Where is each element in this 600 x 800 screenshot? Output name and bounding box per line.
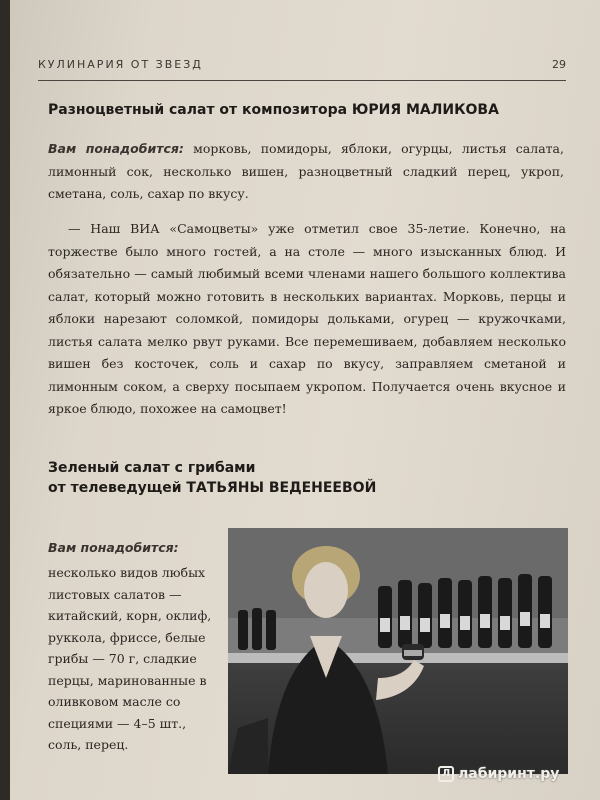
recipe1-title: Разноцветный салат от композитора ЮРИЯ МАЛИКОВА xyxy=(48,102,499,118)
recipe2-ingredients-lead: Вам понадобится: xyxy=(48,540,179,555)
recipe2-title-line1: Зеленый салат с грибами xyxy=(48,460,256,476)
watermark-logo-icon: Л xyxy=(438,766,454,782)
recipe1-ingredients-lead: Вам понадобится: xyxy=(48,141,184,156)
photo-illustration xyxy=(228,528,568,774)
recipe2-title-line2: от телеведущей ТАТЬЯНЫ ВЕДЕНЕЕВОЙ xyxy=(48,480,377,496)
recipe1-ingredients xyxy=(48,138,564,206)
recipe1-body: — Наш ВИА «Самоцветы» уже отметил свое 35-летие. Конечно, на торжестве было много гостей, а на столе — много изысканных блюд. И обязательно — самый любимый всеми членами нашего большого коллектива салат, который можно готовить в нескольких вариантах. Морковь, перцы и яблоки нарезают соломкой, помидоры дольками, огурец — кружочками, листья салата мелко рвут руками. Все перемешиваем, добавляем несколько вишен без косточек, соль и сахар по вкусу, заправляем сметаной и лимонным соком, а сверху посыпаем укропом. Получается очень вкусное и яркое блюдо, похожее на самоцвет! xyxy=(48,221,566,416)
recipe2-title xyxy=(48,458,376,498)
recipe1-ingredients-text: морковь, помидоры, яблоки, огурцы, листья салата, лимонный сок, несколько вишен, разноцветный сладкий перец, укроп, сметана, соль, сахар по вкусу. xyxy=(48,141,564,201)
recipe2-ingredients: несколько видов любых листовых салатов — китайский, корн, оклиф, руккола, фриссе, белые грибы — 70 г, сладкие перцы, маринованные в оливковом масле со специями — 4–5 шт., соль, перец. xyxy=(48,565,212,752)
watermark-text: лабиринт.ру xyxy=(458,766,560,782)
header-rule xyxy=(38,80,566,81)
book-page xyxy=(10,0,600,800)
running-header xyxy=(38,58,566,71)
running-title: КУЛИНАРИЯ ОТ ЗВЕЗД xyxy=(38,58,203,71)
page-number: 29 xyxy=(552,58,566,71)
presenter-photo xyxy=(228,528,568,774)
